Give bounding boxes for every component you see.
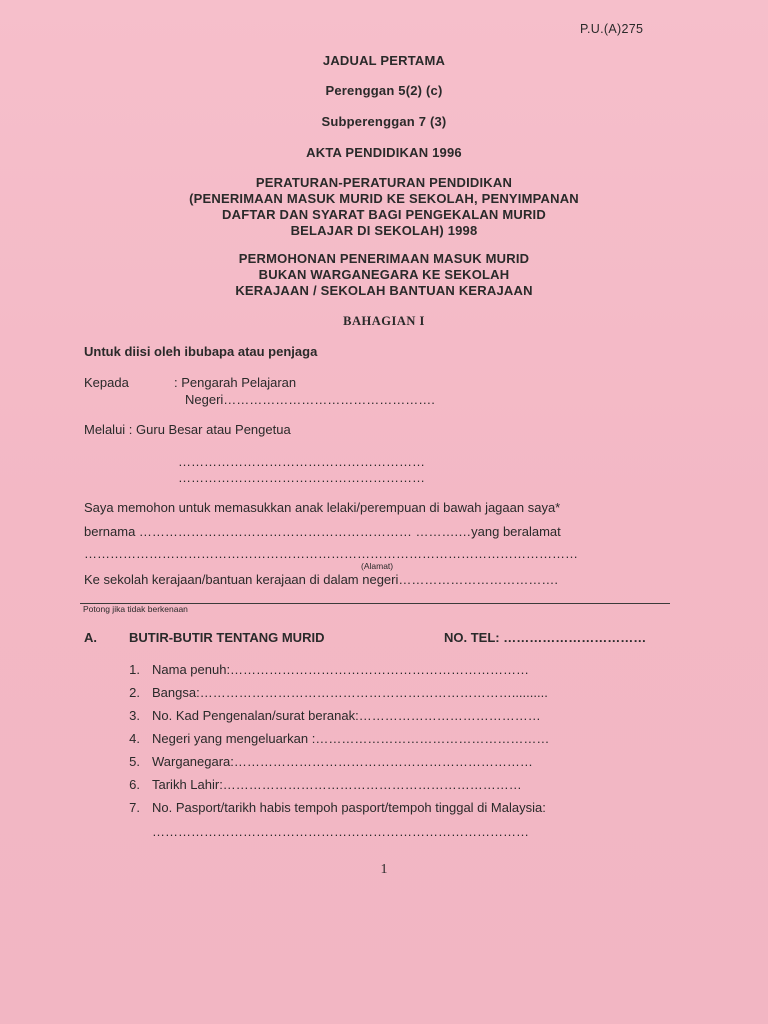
item-number: 1. [129, 662, 140, 677]
regulation-line: (PENERIMAAN MASUK MURID KE SEKOLAH, PENYIMPANAN [189, 191, 579, 206]
item-number: 3. [129, 708, 140, 723]
section-letter: A. [84, 630, 97, 645]
to-value: : Pengarah Pelajaran [174, 375, 297, 390]
regulation-line: BELAJAR DI SEKOLAH) 1998 [290, 223, 478, 238]
address-field[interactable]: …………………………………………………………………………………………………… [84, 546, 578, 561]
item-number: 6. [129, 777, 140, 792]
regulation-title [0, 175, 768, 239]
fill-instruction: Untuk diisi oleh ibubapa atau penjaga [84, 344, 318, 359]
cut-note: Potong jika tidak berkenaan [83, 604, 188, 614]
race-field[interactable]: Bangsa:……………………………………………………………….......... [152, 685, 548, 700]
act-title: AKTA PENDIDIKAN 1996 [306, 145, 462, 160]
application-statement: Saya memohon untuk memasukkan anak lelaki/perempuan di bawah jagaan saya* [84, 500, 561, 515]
issuing-state-field[interactable]: Negeri yang mengeluarkan :……………………………………………… [152, 731, 550, 746]
section-title: BUTIR-BUTIR TENTANG MURID [129, 630, 325, 645]
passport-field[interactable]: …………………………………………………………………………… [152, 824, 529, 839]
application-title [0, 251, 768, 299]
application-line: BUKAN WARGANEGARA KE SEKOLAH [258, 267, 510, 282]
full-name-field[interactable]: Nama penuh:…………………………………………………………… [152, 662, 530, 677]
item-number: 7. [129, 800, 140, 815]
regulation-line: DAFTAR DAN SYARAT BAGI PENGEKALAN MURID [222, 207, 546, 222]
regulation-line: PERATURAN-PERATURAN PENDIDIKAN [255, 175, 513, 190]
application-line: KERAJAAN / SEKOLAH BANTUAN KERAJAAN [235, 283, 533, 298]
birth-date-field[interactable]: Tarikh Lahir:…………………………………………………………… [152, 777, 522, 792]
subparagraph-ref: Subperenggan 7 (3) [321, 114, 447, 129]
address-caption: (Alamat) [361, 561, 394, 571]
via-field-line-2[interactable]: ………………………………………………… [178, 470, 425, 485]
gazette-code: P.U.(A)275 [580, 22, 644, 36]
phone-field[interactable]: NO. TEL: …………………………… [444, 630, 647, 645]
schedule-title: JADUAL PERTAMA [322, 53, 446, 68]
id-card-field[interactable]: No. Kad Pengenalan/surat beranak:…………………………………… [152, 708, 541, 723]
item-number: 2. [129, 685, 140, 700]
item-number: 5. [129, 754, 140, 769]
item-number: 4. [129, 731, 140, 746]
via-field-line-1[interactable]: ………………………………………………… [178, 454, 425, 469]
part-title: BAHAGIAN I [343, 314, 425, 328]
to-label: Kepada [84, 375, 129, 390]
name-address-field[interactable]: bernama ……………………………………………………… ……….…yang beralamat [84, 524, 561, 539]
via-label: Melalui : Guru Besar atau Pengetua [84, 422, 291, 437]
page-number: 1 [380, 862, 388, 877]
citizenship-field[interactable]: Warganegara:…………………………………………………………… [152, 754, 533, 769]
application-line: PERMOHONAN PENERIMAAN MASUK MURID [238, 251, 530, 266]
paragraph-ref: Perenggan 5(2) (c) [325, 83, 443, 98]
school-state-field[interactable]: Ke sekolah kerajaan/bantuan kerajaan di dalam negeri………………………………. [84, 572, 558, 587]
passport-label: No. Pasport/tarikh habis tempoh pasport/tempoh tinggal di Malaysia: [152, 800, 546, 815]
state-field[interactable]: Negeri…………………………………………. [185, 392, 435, 407]
